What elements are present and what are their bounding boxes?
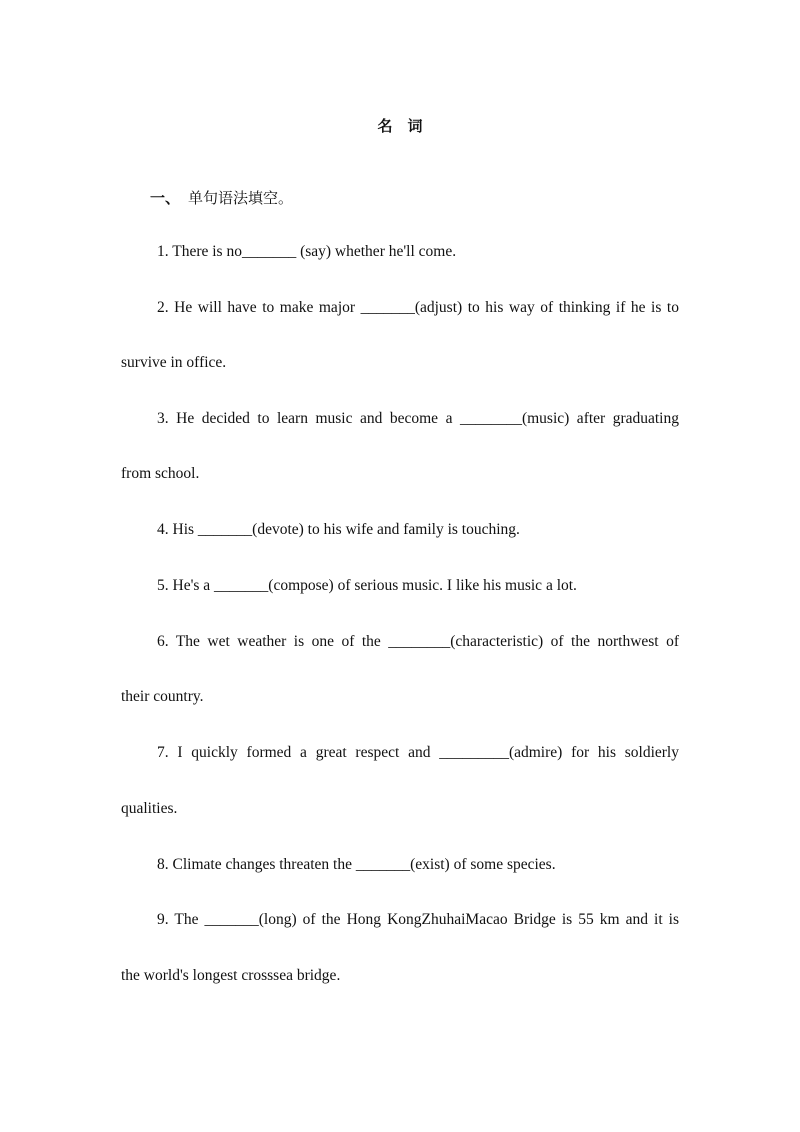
question-7: 7. I quickly formed a great respect and _________(admire) for his soldierly [157, 744, 679, 761]
question-3: 3. He decided to learn music and become a ________(music) after graduating [157, 410, 679, 427]
question-9-continued: the world's longest crosssea bridge. [121, 967, 341, 984]
question-3-continued: from school. [121, 465, 200, 482]
page-title: 名 词 [377, 117, 423, 135]
question-2: 2. He will have to make major _______(adjust) to his way of thinking if he is to [157, 299, 679, 316]
section-heading [150, 187, 293, 208]
question-4: 4. His _______(devote) to his wife and family is touching. [157, 521, 520, 538]
question-6-continued: their country. [121, 688, 204, 705]
section-number: 一、 [150, 189, 181, 207]
question-5: 5. He's a _______(compose) of serious music. I like his music a lot. [157, 577, 577, 594]
question-9: 9. The _______(long) of the Hong KongZhuhaiMacao Bridge is 55 km and it is [157, 911, 679, 928]
question-6: 6. The wet weather is one of the ________(characteristic) of the northwest of [157, 633, 679, 650]
question-7-continued: qualities. [121, 800, 178, 817]
question-1: 1. There is no_______ (say) whether he'll come. [157, 243, 457, 260]
section-heading-text: 单句语法填空。 [188, 189, 294, 207]
question-8: 8. Climate changes threaten the _______(exist) of some species. [157, 856, 556, 873]
question-2-continued: survive in office. [121, 354, 227, 371]
